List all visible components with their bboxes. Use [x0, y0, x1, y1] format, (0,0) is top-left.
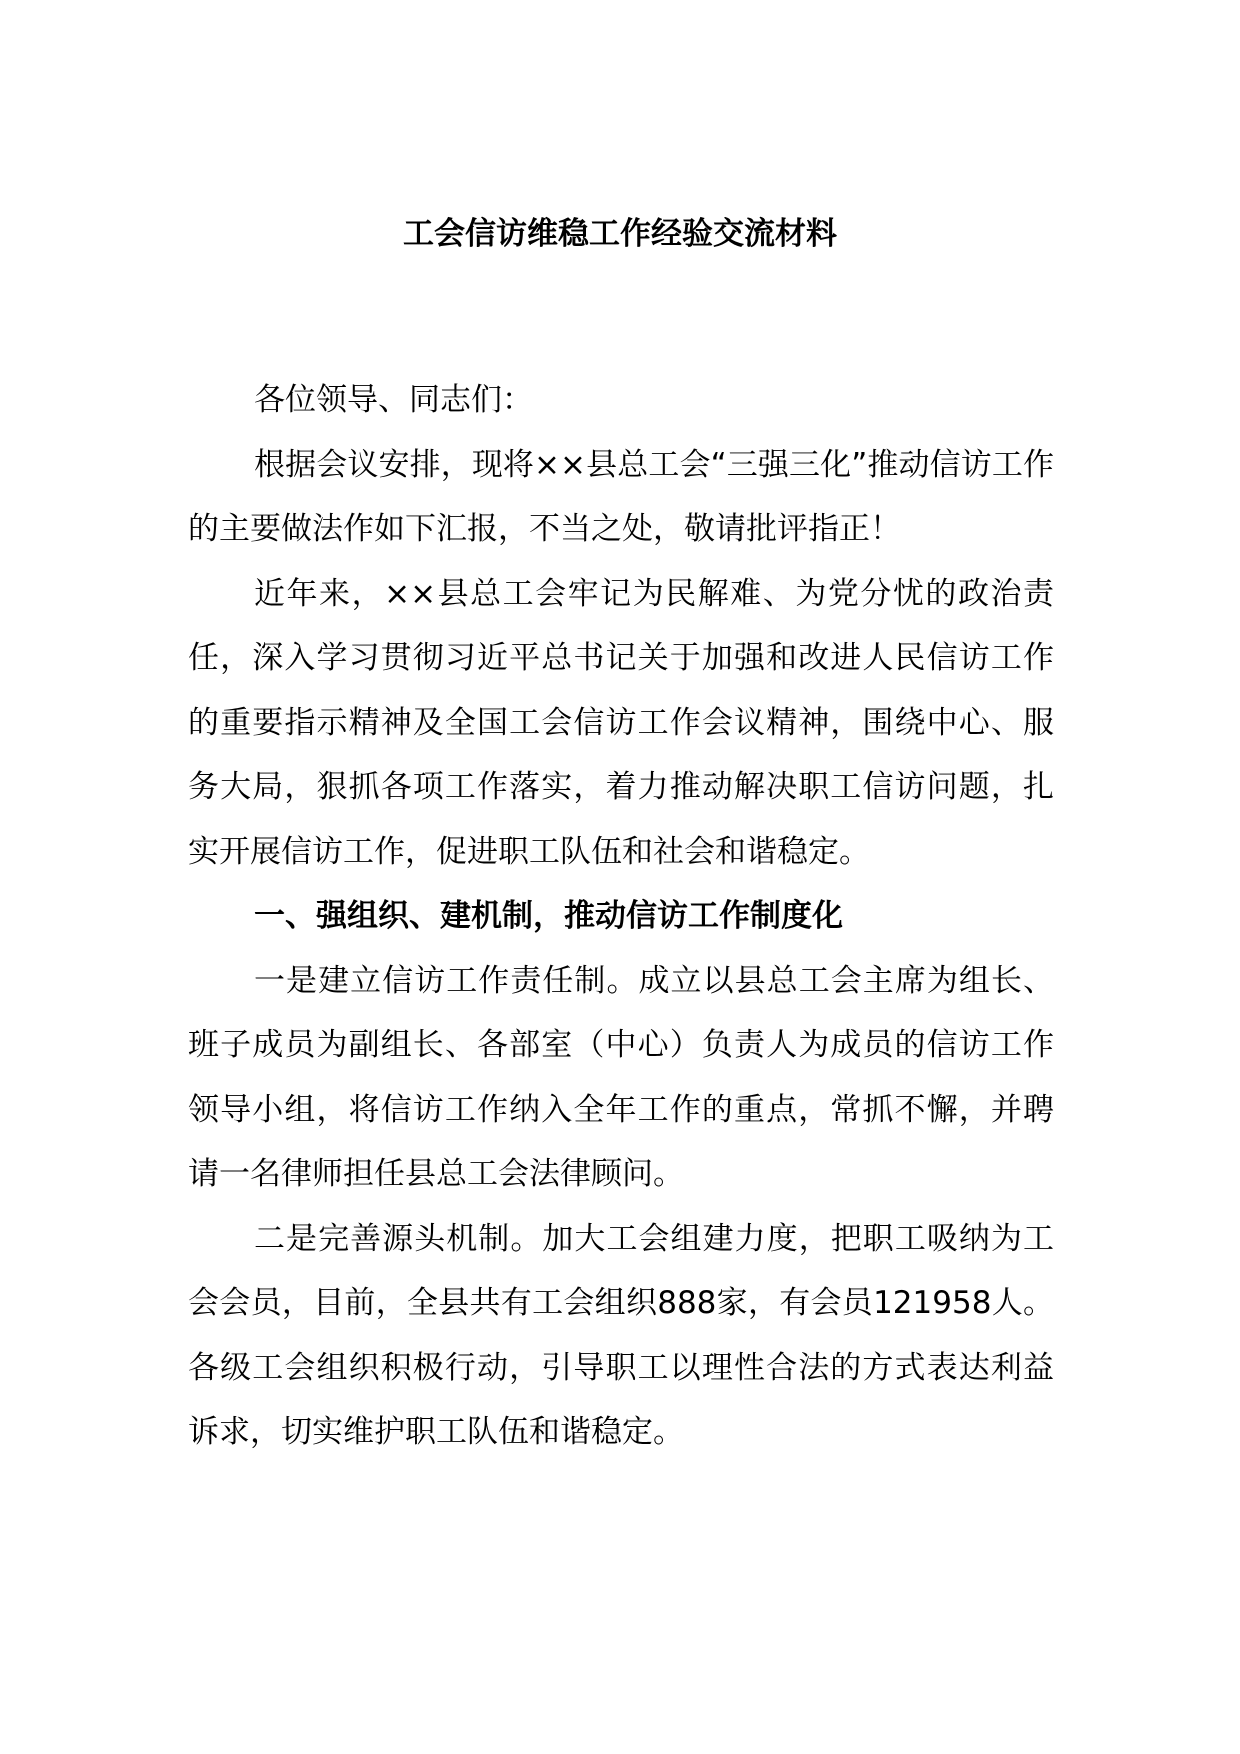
document-body: [188, 368, 1054, 1465]
paragraph-intro: 根据会议安排，现将××县总工会“三强三化”推动信访工作的主要做法作如下汇报，不当之处，敬请批评指正！: [188, 446, 1054, 547]
paragraph-background: 近年来，××县总工会牢记为民解难、为党分忧的政治责任，深入学习贯彻习近平总书记关于加强和改进人民信访工作的重要指示精神及全国工会信访工作会议精神，围绕中心、服务大局，狠抓各项工作落实，着力推动解决职工信访问题，扎实开展信访工作，促进职工队伍和社会和谐稳定。: [188, 575, 1054, 870]
salutation: 各位领导、同志们：: [254, 382, 533, 418]
section-1-paragraph-1: 一是建立信访工作责任制。成立以县总工会主席为组长、班子成员为副组长、各部室（中心）负责人为成员的信访工作领导小组，将信访工作纳入全年工作的重点，常抓不懈，并聘请一名律师担任县总工会法律顾问。: [188, 962, 1054, 1192]
document-title: 工会信访维稳工作经验交流材料: [403, 216, 837, 252]
section-heading-1: 一、强组织、建机制，推动信访工作制度化: [254, 898, 843, 934]
section-1-paragraph-2: 二是完善源头机制。加大工会组建力度，把职工吸纳为工会会员，目前，全县共有工会组织888家，有会员121958人。各级工会组织积极行动，引导职工以理性合法的方式表达利益诉求，切实维护职工队伍和谐稳定。: [188, 1220, 1054, 1450]
